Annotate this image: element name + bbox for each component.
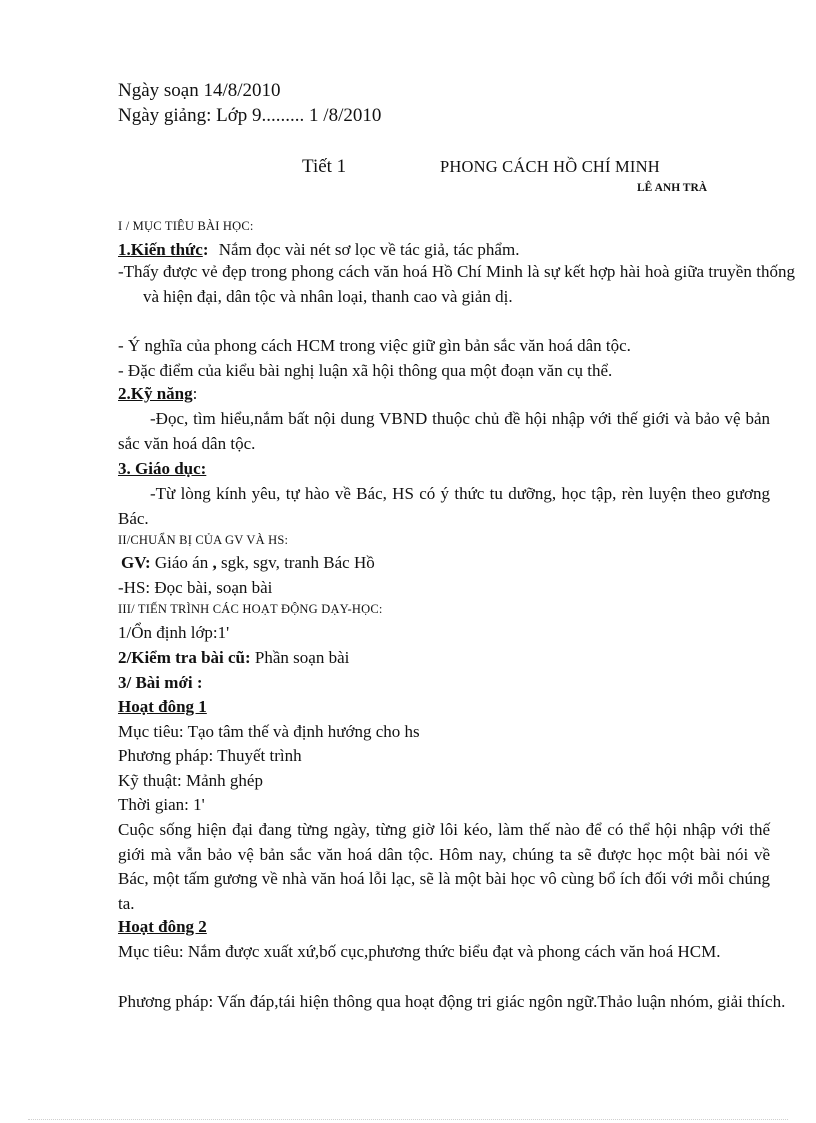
old-lesson-check-line [118, 648, 349, 668]
activity-1-label: Hoạt đông 1 [118, 697, 207, 716]
lesson-title: PHONG CÁCH HỒ CHÍ MINH [440, 157, 660, 176]
activity-1-content: Cuộc sống hiện đại đang từng ngày, từng giờ lôi kéo, làm thế nào để có thể hội nhập với thế giới mà vẫn bảo vệ bản sắc văn hoá dân tộc. Hôm nay, chúng ta sẽ được học một bài nói về Bác, một tấm gương về nhà văn hoá lỗi lạc, sẽ là một bài học vô cùng bổ ích đối với mỗi chúng ta. [118, 820, 770, 913]
section-heading-objectives: I / MỤC TIÊU BÀI HỌC: [118, 219, 254, 233]
activity-2-method: Phương pháp: Vấn đáp,tái hiện thông qua hoạt động tri giác ngôn ngữ.Thảo luận nhóm, giải thích. [118, 992, 786, 1011]
ngay-soan: Ngày soạn 14/8/2010 [118, 80, 281, 101]
teacher-prep-a: Giáo án [150, 553, 209, 572]
class-stabilize: 1/Ổn định lớp:1' [118, 623, 230, 642]
page-bottom-rule [28, 1119, 788, 1120]
teacher-prep-line [121, 553, 375, 573]
activity-1-method: Phương pháp: Thuyết trình [118, 746, 302, 765]
old-lesson-check-text: Phần soạn bài [250, 648, 350, 667]
skills-label: 2.Kỹ năng [118, 384, 193, 403]
skills-label-line [118, 384, 197, 404]
education-text: -Từ lòng kính yêu, tự hào về Bác, HS có ý thức tu dưỡng, học tập, rèn luyện theo gương Bác. [118, 484, 770, 528]
knowledge-label: 1.Kiến thức [118, 240, 203, 259]
teacher-label: GV: [121, 553, 151, 572]
lesson-number: Tiết 1 [302, 156, 347, 177]
education-label: 3. Giáo dục: [118, 459, 207, 478]
activity-1-technique: Kỹ thuật: Mảnh ghép [118, 771, 263, 790]
knowledge-line [118, 240, 519, 260]
activity-1-objective: Mục tiêu: Tạo tâm thế và định hướng cho hs [118, 722, 420, 741]
knowledge-colon: : [202, 240, 209, 259]
ngay-giang: Ngày giảng: Lớp 9......... 1 /8/2010 [118, 105, 382, 126]
skills-text: -Đọc, tìm hiểu,nắm bất nội dung VBND thuộc chủ đề hội nhập với thế giới và bảo vệ bản sắc văn hoá dân tộc. [118, 409, 770, 453]
knowledge-item-2: - Ý nghĩa của phong cách HCM trong việc giữ gìn bản sắc văn hoá dân tộc. [118, 336, 631, 355]
teacher-prep-comma: , [208, 553, 217, 572]
activity-2-objective: Mục tiêu: Nắm được xuất xứ,bố cục,phương thức biểu đạt và phong cách văn hoá HCM. [118, 942, 721, 961]
section-heading-procedure: III/ TIẾN TRÌNH CÁC HOẠT ĐỘNG DẠY-HỌC: [118, 602, 383, 616]
section-heading-preparation: II/CHUẨN BỊ CỦA GV VÀ HS: [118, 533, 289, 547]
knowledge-item-1: -Thấy được vẻ đẹp trong phong cách văn hoá Hồ Chí Minh là sự kết hợp hài hoà giữa truyền thống và hiện đại, dân tộc và nhân loại, thanh cao và giản dị. [118, 262, 795, 306]
teacher-prep-b: sgk, sgv, tranh Bác Hồ [216, 553, 375, 572]
activity-1-time: Thời gian: 1' [118, 795, 205, 814]
knowledge-item-3: - Đặc điểm của kiểu bài nghị luận xã hội thông qua một đoạn văn cụ thể. [118, 361, 613, 380]
knowledge-text: Nắm đọc vài nét sơ lọc về tác giả, tác phẩm. [218, 240, 520, 259]
skills-colon: : [192, 384, 198, 403]
old-lesson-check-label: 2/Kiểm tra bài cũ: [118, 648, 251, 667]
activity-2-label: Hoạt đông 2 [118, 917, 207, 936]
new-lesson-label: 3/ Bài mới : [118, 673, 203, 692]
author-name: LÊ ANH TRÀ [637, 182, 708, 194]
student-prep-line: -HS: Đọc bài, soạn bài [118, 578, 273, 597]
